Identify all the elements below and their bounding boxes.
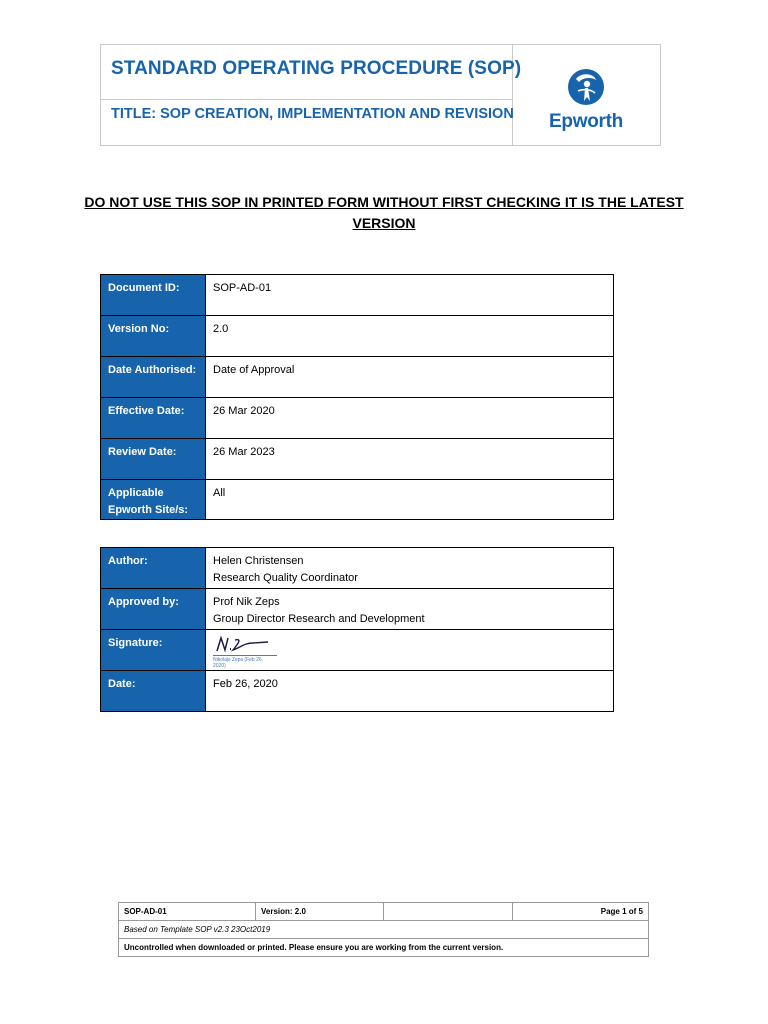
document-header [100, 44, 661, 146]
header-divider [101, 99, 512, 100]
date-authorised-label: Date Authorised: [101, 357, 206, 398]
review-date-label: Review Date: [101, 439, 206, 480]
table-row [101, 671, 614, 712]
applicable-sites-label: Applicable Epworth Site/s: [101, 480, 206, 520]
table-row [101, 480, 614, 520]
print-warning: DO NOT USE THIS SOP IN PRINTED FORM WITHOUT FIRST CHECKING IT IS THE LATEST VERSION [84, 194, 684, 231]
footer-template-note: Based on Template SOP v2.3 23Oct2019 [119, 921, 649, 939]
footer-row [119, 939, 649, 957]
review-date-value: 26 Mar 2023 [206, 439, 614, 480]
footer-version: Version: 2.0 [256, 903, 384, 921]
footer-row [119, 903, 649, 921]
epworth-logo [521, 65, 651, 137]
table-row [101, 589, 614, 630]
approved-by-label: Approved by: [101, 589, 206, 630]
document-id-label: Document ID: [101, 275, 206, 316]
footer-blank-cell [384, 903, 513, 921]
footer-row [119, 921, 649, 939]
footer-uncontrolled-notice: Uncontrolled when downloaded or printed. Please ensure you are working from the current version. [119, 939, 649, 957]
table-row [101, 398, 614, 439]
signature-value [206, 630, 614, 671]
logo-wordmark: Epworth [549, 111, 623, 132]
approved-by-value [206, 589, 614, 630]
approvals-table [100, 547, 614, 712]
date-authorised-value: Date of Approval [206, 357, 614, 398]
table-row [101, 630, 614, 671]
effective-date-label: Effective Date: [101, 398, 206, 439]
author-role: Research Quality Coordinator [213, 572, 358, 584]
table-row [101, 275, 614, 316]
footer-doc-id: SOP-AD-01 [119, 903, 256, 921]
author-label: Author: [101, 548, 206, 589]
table-row [101, 548, 614, 589]
version-label: Version No: [101, 316, 206, 357]
author-name: Helen Christensen [213, 555, 304, 567]
page-footer [118, 902, 649, 957]
document-info-table [100, 274, 614, 520]
epworth-emblem-icon [566, 67, 606, 109]
handwritten-signature [213, 635, 275, 655]
table-row [101, 357, 614, 398]
date-value: Feb 26, 2020 [206, 671, 614, 712]
approver-name: Prof Nik Zeps [213, 596, 280, 608]
table-row [101, 439, 614, 480]
footer-page-number: Page 1 of 5 [513, 903, 649, 921]
document-id-value: SOP-AD-01 [206, 275, 614, 316]
author-value [206, 548, 614, 589]
sop-heading: STANDARD OPERATING PROCEDURE (SOP) [111, 58, 522, 79]
signature-label: Signature: [101, 630, 206, 671]
sop-title: TITLE: SOP CREATION, IMPLEMENTATION AND REVISION [111, 106, 514, 122]
applicable-sites-value: All [206, 480, 614, 520]
table-row [101, 316, 614, 357]
version-value: 2.0 [206, 316, 614, 357]
header-title-block [101, 45, 522, 145]
approver-role: Group Director Research and Development [213, 613, 425, 625]
date-label: Date: [101, 671, 206, 712]
effective-date-value: 26 Mar 2020 [206, 398, 614, 439]
signature-caption: Nikolajs Zeps (Feb 26, 2020) [213, 655, 277, 669]
